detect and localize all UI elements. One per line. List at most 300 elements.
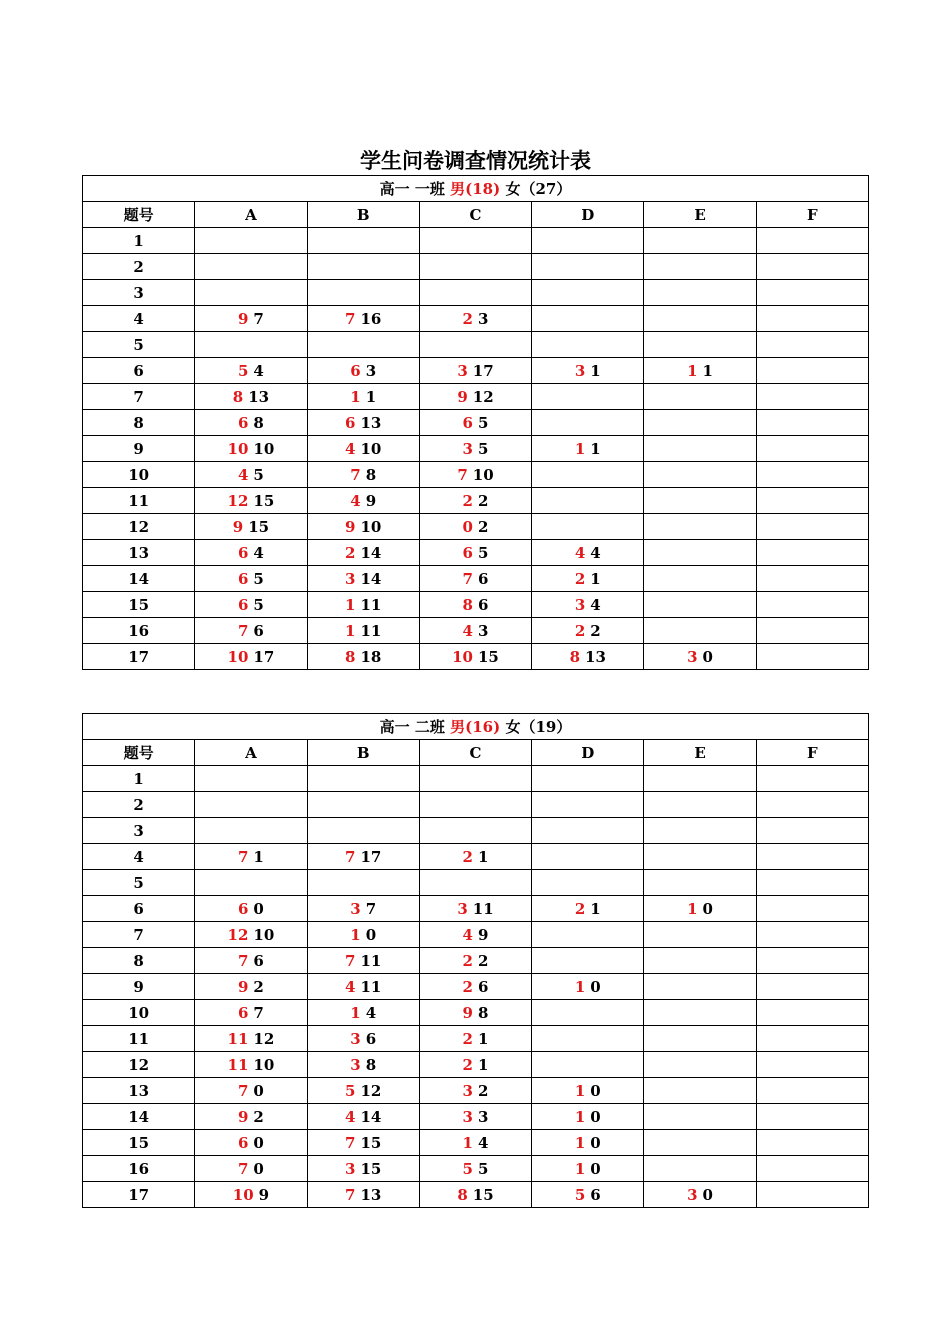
answer-cell [756,566,868,592]
female-count: 12 [360,1081,382,1100]
answer-cell [532,488,644,514]
answer-cell [644,488,756,514]
male-count: 7 [237,1159,249,1178]
male-count: 12 [227,491,249,510]
table-row [83,254,869,280]
female-count: 0 [702,899,713,918]
male-count: 6 [237,543,249,562]
answer-cell [532,1104,644,1130]
answer-cell [307,358,419,384]
question-number: 16 [83,618,195,644]
answer-cell [756,436,868,462]
male-count-label: 男(18) [450,179,501,198]
answer-cell [307,1026,419,1052]
table-row [83,488,869,514]
answer-cell [307,1078,419,1104]
column-header: E [644,740,756,766]
answer-cell [532,280,644,306]
answer-cell [307,410,419,436]
answer-cell [419,1182,531,1208]
answer-cell [419,922,531,948]
table-row [83,644,869,670]
female-count: 11 [360,977,382,996]
answer-cell [195,332,307,358]
male-count: 1 [345,595,356,614]
answer-cell [307,1052,419,1078]
answer-cell [532,896,644,922]
female-count: 15 [253,491,275,510]
question-number: 9 [83,974,195,1000]
female-count: 2 [590,621,601,640]
male-count: 8 [462,595,473,614]
answer-cell [195,792,307,818]
male-count: 2 [462,491,473,510]
answer-cell [307,844,419,870]
male-count: 7 [345,1185,356,1204]
female-count: 7 [253,1003,264,1022]
table-row [83,1182,869,1208]
female-count: 13 [248,387,270,406]
male-count: 3 [350,1029,361,1048]
answer-cell [756,1078,868,1104]
male-count: 6 [237,413,249,432]
answer-cell [307,974,419,1000]
answer-cell [195,280,307,306]
answer-cell [644,844,756,870]
answer-cell [532,844,644,870]
answer-cell [419,488,531,514]
question-number: 17 [83,644,195,670]
male-count: 2 [574,569,586,588]
question-number: 11 [83,488,195,514]
answer-cell [307,1130,419,1156]
male-count: 7 [462,569,473,588]
answer-cell [195,1104,307,1130]
female-count: 3 [477,1107,489,1126]
answer-cell [644,1182,756,1208]
answer-cell [307,792,419,818]
answer-cell [644,540,756,566]
table-row [83,818,869,844]
answer-cell [195,228,307,254]
table-row [83,436,869,462]
answer-cell [195,540,307,566]
female-count: 5 [477,439,489,458]
female-count: 3 [477,309,489,328]
answer-cell [532,384,644,410]
female-count: 10 [472,465,494,484]
question-number: 4 [83,844,195,870]
answer-cell [195,974,307,1000]
table-row [83,540,869,566]
male-count: 8 [345,647,356,666]
female-count: 5 [253,465,264,484]
answer-cell [644,1130,756,1156]
answer-cell [532,1078,644,1104]
column-header: B [307,202,419,228]
male-count: 1 [574,977,586,996]
answer-cell [419,766,531,792]
female-count: 18 [360,647,382,666]
male-count: 3 [462,1107,473,1126]
table-row [83,410,869,436]
question-number: 8 [83,410,195,436]
answer-cell [644,228,756,254]
answer-cell [756,228,868,254]
answer-cell [756,974,868,1000]
answer-cell [419,870,531,896]
answer-cell [756,462,868,488]
male-count: 4 [462,925,473,944]
female-count: 15 [360,1159,382,1178]
male-count: 8 [457,1185,468,1204]
question-number: 15 [83,1130,195,1156]
female-count: 17 [472,361,494,380]
table-row [83,592,869,618]
female-count: 2 [477,491,489,510]
answer-cell [419,384,531,410]
class-header [83,714,869,740]
male-count: 3 [350,899,361,918]
female-count: 11 [472,899,494,918]
male-count: 10 [227,647,249,666]
answer-cell [756,1052,868,1078]
answer-cell [195,462,307,488]
male-count: 7 [345,951,356,970]
question-number: 8 [83,948,195,974]
male-count: 9 [237,977,249,996]
female-count: 6 [477,569,489,588]
answer-cell [532,592,644,618]
answer-cell [419,1130,531,1156]
table-row [83,618,869,644]
male-count: 6 [237,1133,249,1152]
answer-cell [532,1026,644,1052]
female-count: 17 [253,647,275,666]
male-count: 3 [687,1185,698,1204]
male-count: 9 [237,309,249,328]
table-row [83,1052,869,1078]
male-count: 2 [462,1055,473,1074]
male-count: 4 [345,977,356,996]
answer-cell [195,514,307,540]
answer-cell [195,436,307,462]
answer-cell [532,1156,644,1182]
answer-cell [756,280,868,306]
female-count: 13 [360,413,382,432]
answer-cell [756,870,868,896]
table-row [83,1104,869,1130]
column-header: F [756,740,868,766]
female-count: 5 [477,543,489,562]
table-row [83,514,869,540]
female-count: 9 [365,491,377,510]
female-count: 2 [477,1081,489,1100]
answer-cell [756,818,868,844]
male-count: 8 [569,647,581,666]
answer-cell [307,1156,419,1182]
answer-cell [419,948,531,974]
answer-cell [307,332,419,358]
answer-cell [644,618,756,644]
column-header: B [307,740,419,766]
female-count: 1 [477,1055,489,1074]
answer-cell [756,1182,868,1208]
table-row [83,566,869,592]
female-count: 6 [365,1029,377,1048]
answer-cell [307,592,419,618]
table-row [83,1156,869,1182]
answer-cell [195,896,307,922]
answer-cell [195,870,307,896]
answer-cell [195,358,307,384]
male-count: 1 [574,1107,586,1126]
answer-cell [644,1104,756,1130]
table-row [83,870,869,896]
answer-cell [532,870,644,896]
female-count: 14 [360,1107,382,1126]
female-count: 4 [253,361,264,380]
document-title: 学生问卷调查情况统计表 [360,148,591,173]
male-count: 6 [237,595,249,614]
female-count: 14 [360,543,382,562]
question-number: 6 [83,896,195,922]
answer-cell [307,644,419,670]
table-row [83,1130,869,1156]
female-count: 6 [590,1185,601,1204]
answer-cell [756,844,868,870]
female-count: 4 [365,1003,377,1022]
answer-cell [532,358,644,384]
answer-cell [195,488,307,514]
answer-cell [644,766,756,792]
question-number: 2 [83,792,195,818]
female-count: 1 [365,387,377,406]
male-count: 7 [237,621,249,640]
female-count: 11 [360,621,382,640]
answer-cell [644,792,756,818]
answer-cell [532,1130,644,1156]
question-number: 6 [83,358,195,384]
answer-cell [644,462,756,488]
question-number: 10 [83,1000,195,1026]
answer-cell [307,896,419,922]
female-count: 2 [253,977,264,996]
class-table-2 [82,713,869,1208]
answer-cell [756,332,868,358]
answer-cell [756,792,868,818]
male-count: 9 [457,387,468,406]
answer-cell [307,1182,419,1208]
answer-cell [532,766,644,792]
male-count: 8 [232,387,244,406]
answer-cell [532,792,644,818]
female-count: 5 [253,595,264,614]
answer-cell [419,818,531,844]
answer-cell [756,514,868,540]
male-count: 1 [345,621,356,640]
answer-cell [195,644,307,670]
question-number: 12 [83,1052,195,1078]
answer-cell [195,1052,307,1078]
table-row [83,792,869,818]
female-count: 0 [590,977,601,996]
answer-cell [419,1104,531,1130]
answer-cell [419,1156,531,1182]
female-count: 12 [253,1029,275,1048]
answer-cell [307,306,419,332]
male-count: 2 [462,847,473,866]
question-number: 15 [83,592,195,618]
answer-cell [756,592,868,618]
female-count: 5 [477,1159,489,1178]
female-count: 10 [360,517,382,536]
male-count: 3 [457,899,468,918]
answer-cell [644,332,756,358]
answer-cell [419,896,531,922]
male-count: 10 [452,647,473,666]
answer-cell [644,592,756,618]
male-count: 10 [227,439,249,458]
male-count: 1 [574,439,586,458]
male-count: 4 [574,543,586,562]
female-count: 0 [253,1081,264,1100]
answer-cell [756,1156,868,1182]
male-count: 5 [462,1159,473,1178]
female-count: 3 [477,621,489,640]
female-count: 6 [477,977,489,996]
answer-cell [419,592,531,618]
male-count: 3 [457,361,468,380]
male-count: 1 [350,1003,361,1022]
female-count: 1 [590,899,601,918]
female-count: 10 [360,439,382,458]
female-count: 4 [590,543,601,562]
male-count: 3 [574,361,586,380]
answer-cell [532,436,644,462]
answer-cell [419,410,531,436]
answer-cell [419,844,531,870]
male-count: 3 [687,647,698,666]
table-row [83,280,869,306]
answer-cell [532,818,644,844]
table-row [83,766,869,792]
female-count: 9 [477,925,489,944]
male-count: 10 [232,1185,254,1204]
answer-cell [756,1000,868,1026]
answer-cell [532,306,644,332]
answer-cell [756,1104,868,1130]
answer-cell [307,618,419,644]
female-count: 1 [590,361,601,380]
class-header [83,176,869,202]
class-table-1 [82,175,869,670]
answer-cell [644,410,756,436]
male-count: 2 [574,621,586,640]
male-count: 3 [574,595,586,614]
answer-cell [644,358,756,384]
female-count: 10 [253,439,275,458]
male-count: 2 [462,309,473,328]
male-count: 6 [237,569,249,588]
question-number: 5 [83,870,195,896]
answer-cell [644,922,756,948]
answer-cell [756,896,868,922]
table-row [83,948,869,974]
male-count: 2 [345,543,356,562]
question-number: 12 [83,514,195,540]
answer-cell [644,254,756,280]
male-count: 1 [462,1133,473,1152]
answer-cell [419,1026,531,1052]
male-count: 1 [687,899,698,918]
male-count: 6 [345,413,356,432]
answer-cell [419,280,531,306]
answer-cell [419,1000,531,1026]
answer-cell [644,896,756,922]
answer-cell [756,618,868,644]
male-count: 5 [237,361,249,380]
answer-cell [644,384,756,410]
table-row [83,896,869,922]
female-count: 15 [248,517,270,536]
answer-cell [307,922,419,948]
answer-cell [644,948,756,974]
female-count: 1 [590,569,601,588]
male-count: 4 [345,1107,356,1126]
answer-cell [644,306,756,332]
question-number: 11 [83,1026,195,1052]
class-name: 高一 二班 [379,717,445,736]
male-count: 6 [462,543,473,562]
table-row [83,332,869,358]
answer-cell [644,436,756,462]
male-count: 1 [574,1159,586,1178]
answer-cell [307,384,419,410]
answer-cell [307,540,419,566]
table-row [83,228,869,254]
table-row [83,306,869,332]
male-count: 7 [237,951,249,970]
female-count: 3 [365,361,377,380]
male-count: 1 [574,1081,586,1100]
female-count: 15 [472,1185,494,1204]
table-row [83,974,869,1000]
answer-cell [532,618,644,644]
answer-cell [419,228,531,254]
female-count-label: 女（27） [505,179,572,198]
question-number: 1 [83,228,195,254]
answer-cell [195,592,307,618]
female-count: 1 [477,1029,489,1048]
answer-cell [419,254,531,280]
male-count: 7 [237,1081,249,1100]
column-header: D [532,202,644,228]
female-count: 0 [590,1159,601,1178]
answer-cell [195,844,307,870]
male-count: 4 [350,491,361,510]
answer-cell [195,1182,307,1208]
female-count: 13 [585,647,606,666]
class-header-row [83,176,869,202]
answer-cell [532,948,644,974]
answer-cell [307,488,419,514]
female-count: 8 [477,1003,489,1022]
male-count: 3 [462,1081,473,1100]
answer-cell [532,974,644,1000]
male-count: 6 [237,899,249,918]
answer-cell [532,1182,644,1208]
